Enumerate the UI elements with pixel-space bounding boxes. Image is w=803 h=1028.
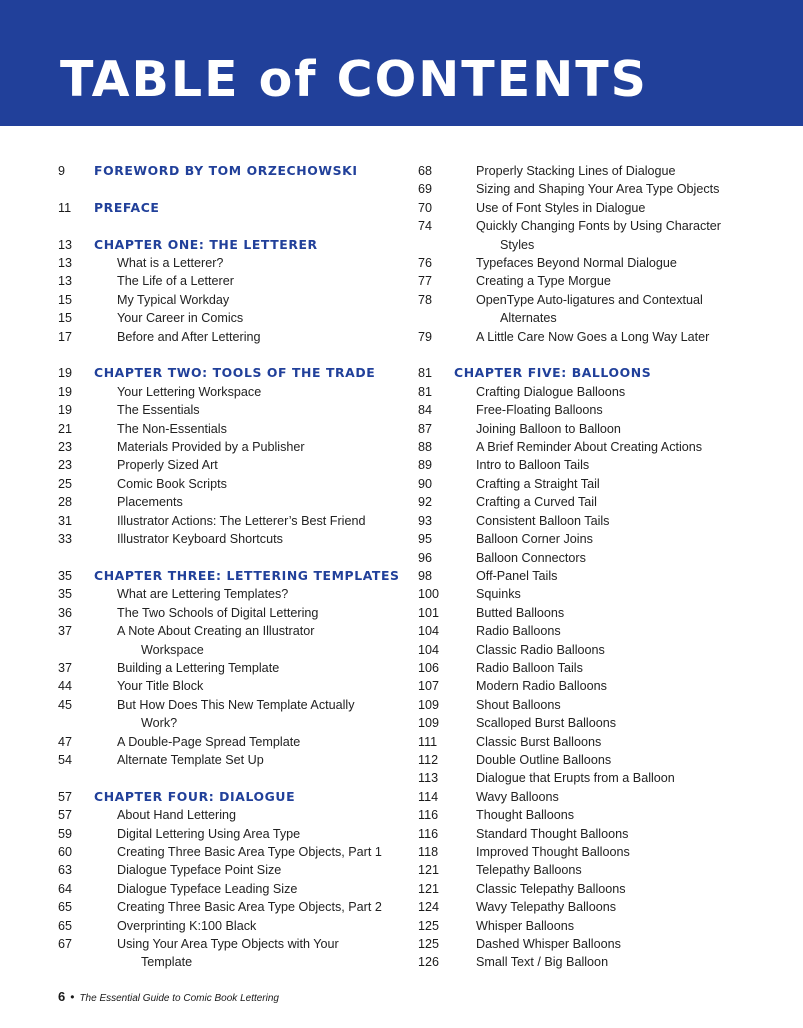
toc-entry-title: Styles [500, 237, 535, 252]
toc-entry-row [418, 567, 788, 585]
toc-page-number: 44 [58, 679, 73, 694]
toc-entry-title: Crafting Dialogue Balloons [476, 384, 626, 399]
toc-entry-title: Radio Balloons [476, 624, 561, 639]
toc-entry-row [418, 622, 788, 640]
toc-page-number: 37 [58, 624, 73, 639]
toc-page-number: 90 [418, 476, 433, 491]
toc-entry-row [58, 401, 404, 419]
toc-entry-row [58, 622, 404, 640]
toc-page-number: 101 [418, 605, 440, 620]
toc-chapter-row [58, 788, 404, 806]
toc-entry-title: Shout Balloons [476, 697, 561, 712]
toc-entry-row [418, 751, 788, 769]
toc-entry-row [418, 512, 788, 530]
toc-entry-title: Before and After Lettering [117, 329, 261, 344]
toc-entry-title: Off-Panel Tails [476, 568, 558, 583]
toc-entry-row [418, 530, 788, 548]
section-gap [58, 548, 404, 566]
toc-entry-row [58, 696, 404, 714]
toc-page-number: 87 [418, 421, 433, 436]
toc-page-number: 9 [58, 164, 66, 178]
toc-entry-title: A Double-Page Spread Template [117, 734, 301, 749]
toc-entry-row [58, 383, 404, 401]
toc-entry-row [418, 898, 788, 916]
toc-entry-title: Use of Font Styles in Dialogue [476, 200, 646, 215]
toc-entry-title: Your Title Block [117, 679, 204, 694]
toc-entry-row [418, 549, 788, 567]
toc-page-number: 15 [58, 311, 73, 326]
toc-entry-row [418, 420, 788, 438]
toc-page-number: 92 [418, 495, 433, 510]
toc-entry-title: Creating Three Basic Area Type Objects, Part 2 [117, 900, 382, 915]
toc-page-number: 13 [58, 274, 73, 289]
toc-page-number: 74 [418, 219, 433, 234]
toc-page-number: 96 [418, 550, 433, 565]
toc-page-number: 28 [58, 495, 73, 510]
toc-page-number: 15 [58, 292, 73, 307]
toc-chapter-title: CHAPTER FOUR: DIALOGUE [94, 788, 296, 804]
section-gap [58, 180, 404, 198]
toc-page-number: 126 [418, 955, 440, 970]
section-gap [58, 769, 404, 787]
toc-entry-title: Butted Balloons [476, 605, 565, 620]
toc-entry-title: What is a Letterer? [117, 256, 224, 270]
toc-entry-row [58, 825, 404, 843]
toc-entry-row [58, 659, 404, 677]
toc-page-number: 116 [418, 808, 439, 823]
toc-entry-title: Your Lettering Workspace [117, 384, 262, 399]
toc-page-number: 95 [418, 532, 433, 547]
toc-page-number: 54 [58, 752, 73, 767]
toc-page-number: 63 [58, 863, 73, 878]
toc-entry-title: Thought Balloons [476, 808, 575, 823]
toc-entry-title: Sizing and Shaping Your Area Type Objects [476, 182, 720, 197]
toc-entry-row [58, 420, 404, 438]
toc-page-number: 112 [418, 752, 439, 767]
toc-page-number: 35 [58, 587, 73, 602]
toc-entry-row [58, 917, 404, 935]
toc-entry-title: Wavy Balloons [476, 789, 559, 804]
toc-entry-title: Balloon Corner Joins [476, 532, 593, 547]
toc-chapter-title: FOREWORD BY TOM ORZECHOWSKI [94, 163, 358, 178]
toc-page-number: 79 [418, 329, 433, 344]
toc-entry-title: Template [141, 955, 193, 970]
toc-entry-row [58, 438, 404, 456]
toc-entry-row [58, 898, 404, 916]
toc-entry-title: Free-Floating Balloons [476, 403, 603, 418]
toc-entry-row [418, 291, 788, 309]
toc-entry-row [418, 585, 788, 603]
toc-page-number: 25 [58, 476, 73, 491]
toc-page-number: 35 [58, 568, 73, 583]
toc-page-number: 106 [418, 660, 440, 675]
toc-entry-title: Balloon Connectors [476, 550, 586, 565]
toc-entry-title: Squinks [476, 587, 521, 602]
toc-page-number: 19 [58, 384, 73, 399]
toc-entry-title: Crafting a Straight Tail [476, 476, 600, 491]
toc-entry-title: Improved Thought Balloons [476, 845, 630, 860]
toc-entry-title: Intro to Balloon Tails [476, 458, 590, 473]
toc-entry-row [418, 953, 788, 971]
toc-page-number: 104 [418, 624, 440, 639]
toc-page-number: 88 [418, 440, 433, 455]
toc-entry-row [418, 677, 788, 695]
toc-entry-title: Building a Lettering Template [117, 660, 280, 675]
toc-entry-title: Double Outline Balloons [476, 752, 612, 767]
toc-entry-title: Dialogue Typeface Point Size [117, 863, 282, 878]
toc-entry-continuation [418, 309, 788, 327]
toc-entry-row [418, 659, 788, 677]
toc-entry-title: About Hand Lettering [117, 808, 237, 823]
toc-page-number: 68 [418, 164, 433, 178]
toc-page-number: 60 [58, 844, 73, 859]
footer-page-number: 6 [58, 989, 66, 1004]
toc-page-number: 76 [418, 256, 433, 271]
toc-page-number: 65 [58, 900, 73, 915]
toc-entry-title: Telepathy Balloons [476, 863, 582, 878]
toc-page-number: 84 [418, 403, 433, 418]
toc-entry-title: The Essentials [117, 403, 200, 418]
toc-entry-title: Dialogue that Erupts from a Balloon [476, 771, 675, 786]
toc-entry-title: Dashed Whisper Balloons [476, 937, 621, 952]
toc-entry-row [58, 935, 404, 953]
toc-entry-row [58, 585, 404, 603]
toc-page-number: 93 [418, 513, 433, 528]
toc-chapter-row [58, 364, 404, 382]
toc-entry-row [58, 604, 404, 622]
toc-entry-title: Quickly Changing Fonts by Using Character [476, 219, 721, 234]
toc-entry-row [58, 475, 404, 493]
toc-entry-title: Work? [141, 716, 178, 731]
toc-page-number [58, 641, 117, 659]
toc-page-number: 125 [418, 918, 440, 933]
toc-entry-title: A Note About Creating an Illustrator [117, 624, 315, 639]
toc-entry-row [58, 456, 404, 474]
toc-entry-title: Radio Balloon Tails [476, 660, 583, 675]
toc-entry-row [418, 328, 788, 346]
toc-entry-title: Properly Sized Art [117, 458, 218, 473]
toc-page-number: 67 [58, 936, 73, 951]
toc-entry-row [58, 751, 404, 769]
section-gap [58, 346, 404, 364]
toc-entry-title: Creating a Type Morgue [476, 274, 611, 289]
toc-entry-row [418, 604, 788, 622]
toc-entry-title: Using Your Area Type Objects with Your [117, 936, 339, 951]
toc-page-number [58, 953, 117, 971]
toc-entry-title: Illustrator Keyboard Shortcuts [117, 532, 283, 547]
toc-entry-title: Placements [117, 495, 183, 510]
toc-entry-row [418, 843, 788, 861]
toc-entry-row [58, 254, 404, 272]
toc-page-number: 33 [58, 532, 73, 547]
toc-entry-row [418, 788, 788, 806]
toc-entry-title: Consistent Balloon Tails [476, 513, 610, 528]
toc-chapter-title: PREFACE [94, 199, 160, 215]
toc-page-number: 47 [58, 734, 73, 749]
toc-chapter-row [58, 199, 404, 217]
toc-entry-row [418, 769, 788, 787]
toc-page-number: 116 [418, 826, 439, 841]
toc-entry-row [58, 272, 404, 290]
toc-page-number: 59 [58, 826, 73, 841]
toc-entry-row [58, 733, 404, 751]
toc-page-number: 37 [58, 660, 73, 675]
toc-entry-title: Your Career in Comics [117, 311, 244, 326]
toc-entry-row [418, 272, 788, 290]
toc-entry-title: Materials Provided by a Publisher [117, 440, 305, 455]
toc-page-number: 31 [58, 513, 73, 528]
toc-entry-title: Whisper Balloons [476, 918, 574, 933]
toc-page-number: 13 [58, 256, 73, 270]
toc-page-number: 23 [58, 440, 73, 455]
toc-entry-row [58, 843, 404, 861]
toc-page-number: 19 [58, 403, 73, 418]
toc-entry-title: OpenType Auto-ligatures and Contextual [476, 292, 703, 307]
toc-page-number: 64 [58, 881, 73, 896]
toc-chapter-title: CHAPTER TWO: TOOLS OF THE TRADE [94, 365, 376, 381]
toc-entry-row [58, 328, 404, 346]
toc-entry-title: Digital Lettering Using Area Type [117, 826, 301, 841]
toc-page-number: 118 [418, 845, 439, 860]
toc-page-number: 11 [58, 200, 72, 215]
toc-entry-row [418, 733, 788, 751]
toc-entry-title: A Brief Reminder About Creating Actions [476, 440, 703, 455]
toc-page-number: 19 [58, 366, 73, 381]
toc-page-number: 111 [418, 734, 438, 749]
toc-entry-row [418, 180, 788, 198]
toc-page-number: 13 [58, 237, 73, 252]
toc-entry-row [418, 641, 788, 659]
toc-page-number: 70 [418, 200, 433, 215]
toc-page-number: 78 [418, 292, 433, 307]
toc-entry-row [418, 199, 788, 217]
toc-right-column [418, 162, 788, 972]
toc-entry-row [58, 291, 404, 309]
toc-entry-title: Classic Radio Balloons [476, 642, 605, 657]
toc-entry-row [418, 917, 788, 935]
toc-entry-row [418, 825, 788, 843]
toc-entry-row [418, 714, 788, 732]
toc-entry-row [418, 383, 788, 401]
toc-left-column [58, 162, 404, 972]
toc-chapter-row [58, 236, 404, 254]
title-banner [0, 0, 803, 126]
toc-entry-title: Modern Radio Balloons [476, 679, 607, 694]
toc-page-number: 121 [418, 863, 440, 878]
toc-page-number: 57 [58, 808, 73, 823]
toc-entry-row [58, 861, 404, 879]
toc-entry-row [418, 880, 788, 898]
toc-entry-row [418, 493, 788, 511]
toc-page-number: 113 [418, 771, 439, 786]
page-title: TABLE of CONTENTS [60, 51, 648, 108]
toc-page-number: 81 [418, 384, 433, 399]
toc-page-number [418, 236, 476, 254]
toc-entry-row [418, 861, 788, 879]
toc-entry-row [418, 254, 788, 272]
toc-page-number: 57 [58, 789, 73, 804]
footer-book-title: The Essential Guide to Comic Book Lettering [79, 993, 279, 1004]
toc-entry-title: Dialogue Typeface Leading Size [117, 881, 298, 896]
toc-entry-title: What are Lettering Templates? [117, 587, 289, 602]
section-gap [418, 346, 788, 364]
toc-entry-title: The Non-Essentials [117, 421, 227, 436]
toc-entry-title: Typefaces Beyond Normal Dialogue [476, 256, 677, 271]
toc-entry-title: Illustrator Actions: The Letterer’s Best Friend [117, 513, 366, 528]
toc-page-number: 89 [418, 458, 433, 473]
toc-entry-title: A Little Care Now Goes a Long Way Later [476, 329, 710, 344]
toc-page-number: 65 [58, 918, 73, 933]
toc-entry-continuation [58, 714, 404, 732]
toc-entry-continuation [58, 641, 404, 659]
toc-entry-title: Alternate Template Set Up [117, 752, 264, 767]
toc-page-number: 125 [418, 937, 440, 952]
toc-page-number: 36 [58, 605, 73, 620]
toc-entry-title: My Typical Workday [117, 292, 230, 307]
toc-page-number: 45 [58, 697, 73, 712]
footer-separator: • [70, 990, 75, 1004]
toc-entry-title: Properly Stacking Lines of Dialogue [476, 164, 676, 178]
toc-page-number: 21 [58, 421, 73, 436]
toc-page-number: 98 [418, 568, 433, 583]
toc-entry-row [418, 935, 788, 953]
toc-entry-row [58, 512, 404, 530]
toc-page-number: 124 [418, 900, 440, 915]
toc-page-number: 109 [418, 716, 440, 731]
toc-entry-row [58, 309, 404, 327]
toc-page-number: 107 [418, 679, 440, 694]
toc-entry-continuation [58, 953, 404, 971]
toc-entry-row [58, 677, 404, 695]
toc-entry-title: Classic Burst Balloons [476, 734, 602, 749]
toc-entry-row [418, 806, 788, 824]
toc-entry-row [418, 217, 788, 235]
toc-page-number: 121 [418, 881, 440, 896]
toc-page-number: 69 [418, 182, 433, 197]
toc-chapter-title: CHAPTER ONE: THE LETTERER [94, 236, 318, 252]
toc-page-number: 114 [418, 789, 439, 804]
toc-entry-row [418, 696, 788, 714]
toc-entry-row [58, 493, 404, 511]
toc-entry-continuation [418, 236, 788, 254]
toc-chapter-title: CHAPTER THREE: LETTERING TEMPLATES [94, 567, 400, 583]
toc-page-number: 23 [58, 458, 73, 473]
toc-chapter-row [58, 162, 404, 180]
toc-entry-title: Comic Book Scripts [117, 476, 227, 491]
toc-page-number: 77 [418, 274, 433, 289]
toc-entry-title: Workspace [141, 642, 204, 657]
toc-entry-row [418, 456, 788, 474]
toc-page-number [58, 714, 117, 732]
toc-entry-title: Overprinting K:100 Black [117, 918, 257, 933]
toc-entry-title: Wavy Telepathy Balloons [476, 900, 617, 915]
section-gap [58, 217, 404, 235]
toc-entry-title: But How Does This New Template Actually [117, 697, 355, 712]
toc-entry-title: Scalloped Burst Balloons [476, 716, 617, 731]
toc-entry-title: Standard Thought Balloons [476, 826, 629, 841]
toc-entry-title: Crafting a Curved Tail [476, 495, 597, 510]
toc-entry-row [58, 880, 404, 898]
toc-entry-row [418, 401, 788, 419]
page-footer [58, 989, 279, 1007]
toc-entry-row [418, 438, 788, 456]
toc-chapter-title: CHAPTER FIVE: BALLOONS [454, 365, 652, 381]
toc-entry-row [58, 806, 404, 824]
toc-entry-title: The Two Schools of Digital Lettering [117, 605, 319, 620]
toc-chapter-row [418, 364, 788, 382]
toc-entry-title: Joining Balloon to Balloon [476, 421, 621, 436]
toc-entry-title: Creating Three Basic Area Type Objects, Part 1 [117, 844, 382, 859]
toc-entry-title: Alternates [500, 311, 557, 326]
toc-entry-row [418, 162, 788, 180]
toc-page-number [418, 309, 476, 327]
toc-page-number: 100 [418, 587, 440, 602]
toc-entry-title: Classic Telepathy Balloons [476, 881, 626, 896]
toc-page-number: 17 [58, 329, 73, 344]
toc-chapter-row [58, 567, 404, 585]
toc-page-number: 104 [418, 642, 440, 657]
toc-entry-row [418, 475, 788, 493]
toc-entry-title: Small Text / Big Balloon [476, 955, 609, 970]
toc-page-number: 109 [418, 697, 440, 712]
toc-entry-row [58, 530, 404, 548]
toc-entry-title: The Life of a Letterer [117, 274, 234, 289]
toc-page-number: 81 [418, 366, 433, 381]
